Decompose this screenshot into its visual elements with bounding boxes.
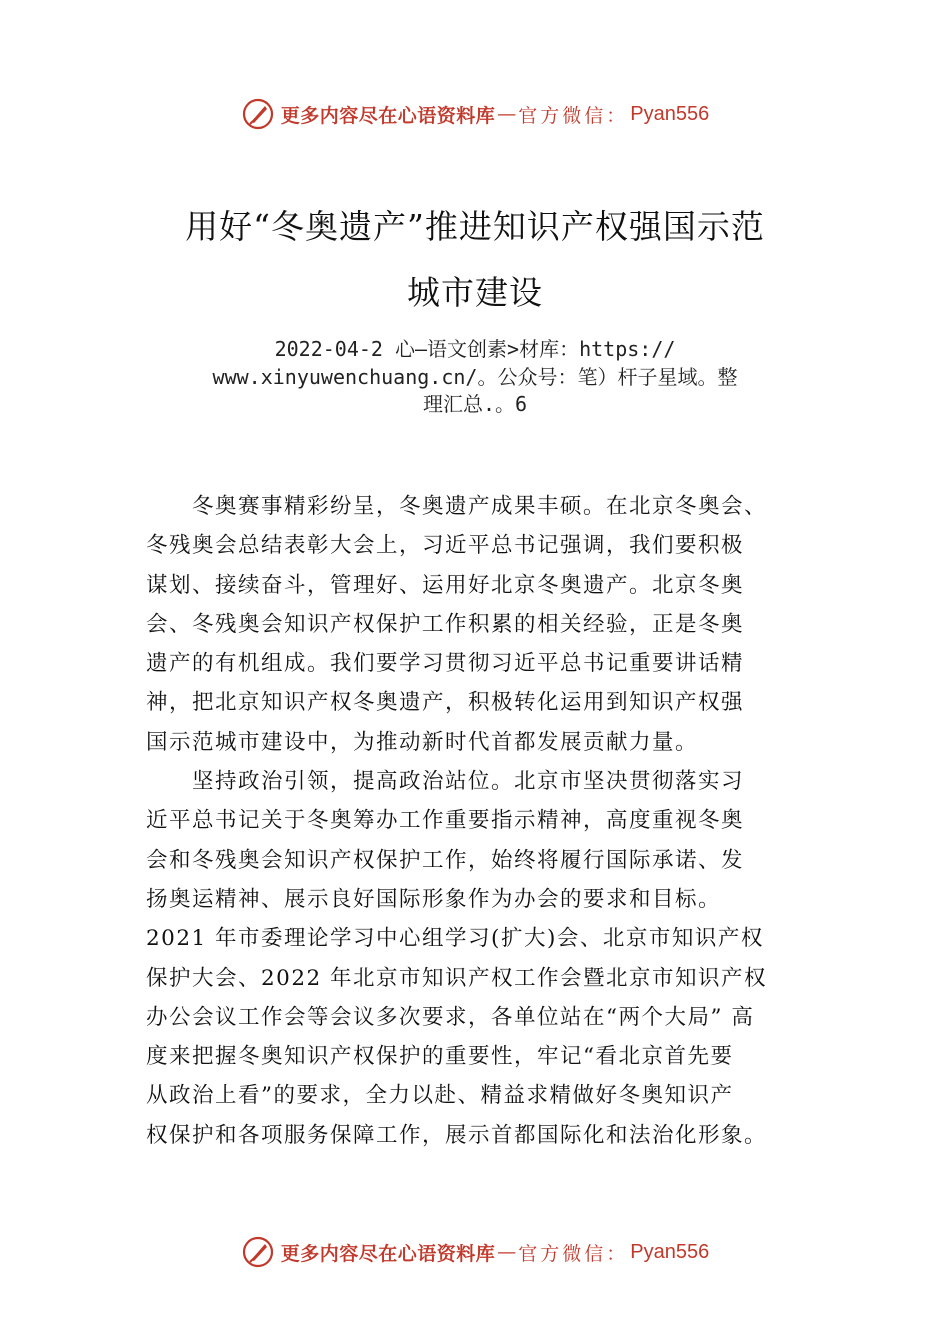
body-line: 会和冬残奥会知识产权保护工作，始终将履行国际承诺、发 [146, 847, 745, 873]
body-line: 遗产的有机组成。我们要学习贯彻习近平总书记重要讲话精 [146, 651, 745, 677]
meta-line-1: 2022-04-2 心—语文创素>材库：https:// [274, 337, 676, 361]
banner-wechat-id: Pyan556 [630, 1240, 710, 1263]
banner-text: 更多内容尽在心语资料库 [280, 104, 496, 127]
body-line: 冬奥赛事精彩纷呈，冬奥遗产成果丰硕。在北京冬奥会、 [192, 494, 768, 519]
body-line: 从政治上看”的要求，全力以赴、精益求精做好冬奥知识产 [146, 1083, 734, 1109]
banner-text: 更多内容尽在心语资料库 [280, 1242, 496, 1265]
article-body [146, 487, 826, 1155]
body-line: 谋划、接续奋斗，管理好、运用好北京冬奥遗产。北京冬奥 [146, 572, 745, 598]
body-line: 权保护和各项服务保障工作，展示首都国际化和法治化形象。 [146, 1122, 768, 1148]
body-line: 扬奥运精神、展示良好国际形象作为办会的要求和目标。 [146, 886, 722, 912]
body-line: 近平总书记关于冬奥筹办工作重要指示精神，高度重视冬奥 [146, 808, 745, 834]
banner-wechat-label: 官方微信： [518, 1242, 629, 1265]
meta-line-2: www.xinyuwenchuang.cn/。公众号：笔）杆子星域。整 [212, 365, 738, 389]
header-banner [0, 94, 950, 134]
body-line: 神，把北京知识产权冬奥遗产，积极转化运用到知识产权强 [146, 690, 745, 716]
body-line: 国示范城市建设中，为推动新时代首都发展贡献力量。 [146, 729, 699, 755]
body-line: 会、冬残奥会知识产权保护工作积累的相关经验，正是冬奥 [146, 611, 745, 637]
quill-pen-icon [241, 1235, 275, 1269]
meta-line-3: 理汇总.。6 [422, 392, 528, 416]
footer-banner [0, 1232, 950, 1272]
body-line: 坚持政治引领，提高政治站位。北京市坚决贯彻落实习 [192, 769, 745, 795]
body-line: 冬残奥会总结表彰大会上，习近平总书记强调，我们要积极 [146, 533, 745, 559]
quill-pen-icon [241, 97, 275, 131]
body-line: 办公会议工作会等会议多次要求，各单位站在“两个大局” 高 [146, 1004, 755, 1030]
banner-separator: — [497, 103, 517, 125]
body-line: 2021 年市委理论学习中心组学习(扩大)会、北京市知识产权 [146, 926, 764, 952]
banner-wechat-id: Pyan556 [630, 102, 710, 125]
banner-wechat-label: 官方微信： [518, 104, 629, 127]
body-line: 度来把握冬奥知识产权保护的重要性，牢记“看北京首先要 [146, 1044, 734, 1070]
body-line: 保护大会、2022 年北京市知识产权工作会暨北京市知识产权 [146, 965, 768, 991]
document-title-line-2: 城市建设 [407, 273, 543, 312]
banner-separator: — [497, 1241, 517, 1263]
document-title-line-1: 用好“冬奥遗产”推进知识产权强国示范 [185, 207, 765, 246]
